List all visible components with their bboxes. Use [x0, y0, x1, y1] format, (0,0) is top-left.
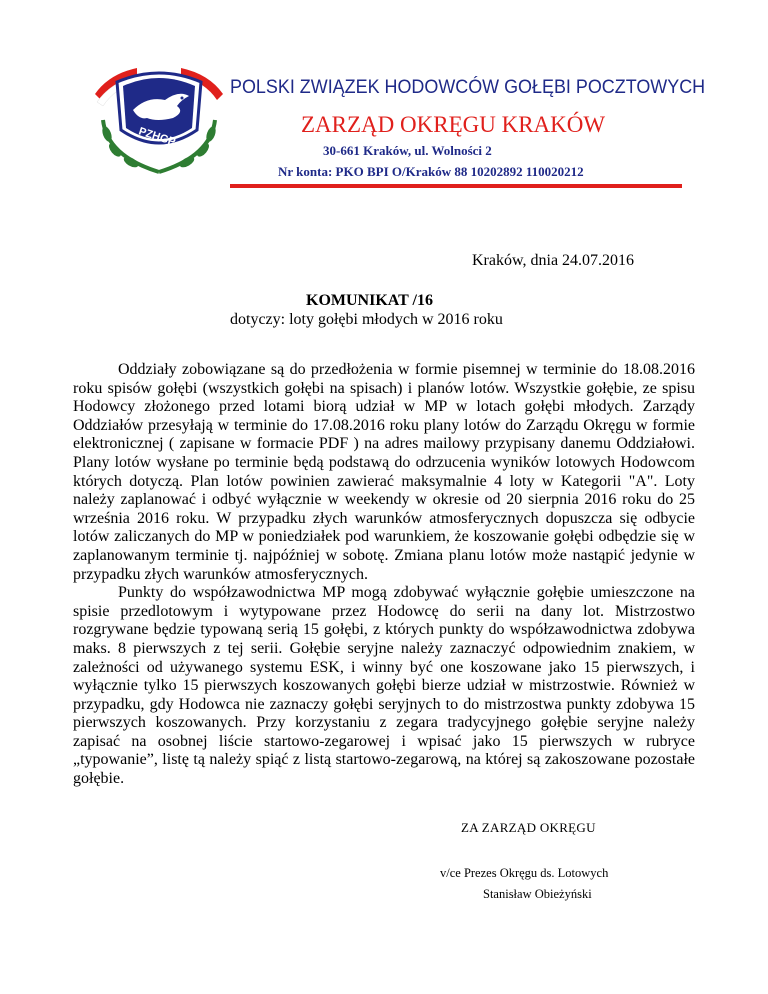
signer-name: Stanisław Obieżyński [483, 887, 592, 901]
district-board-name: ZARZĄD OKRĘGU KRAKÓW [301, 112, 606, 137]
document-title: KOMUNIKAT /16 [306, 292, 433, 309]
letterhead-divider [230, 184, 682, 188]
document-body [73, 361, 695, 789]
document-subject: dotyczy: loty gołębi młodych w 2016 roku [230, 311, 503, 328]
address-line: 30-661 Kraków, ul. Wolności 2 [323, 143, 492, 158]
signer-title: v/ce Prezes Okręgu ds. Lotowych [440, 866, 609, 880]
bank-account-line: Nr konta: PKO BPI O/Kraków 88 10202892 110020212 [278, 164, 584, 179]
pzhgp-logo [85, 60, 233, 180]
place-date: Kraków, dnia 24.07.2016 [472, 252, 635, 269]
signature-board: ZA ZARZĄD OKRĘGU [461, 820, 596, 835]
organization-name: POLSKI ZWIĄZEK HODOWCÓW GOŁĘBI POCZTOWYCH [230, 76, 706, 98]
body-paragraph: Oddziały zobowiązane są do przedłożenia w formie pisemnej w terminie do 18.08.2016 roku spisów gołębi (wszystkich gołębi na spisach) i planów lotów. Wszystkie gołębie, ze spisu Hodowcy złożonego przed lotami biorą udział w MP w lotach gołębi młodych. Zarządy Oddziałów przesyłają w terminie do 17.08.2016 roku plany lotów do Zarządu Okręgu w formie elektronicznej ( zapisane w formacie PDF ) na adres mailowy przypisany danemu Oddziałowi. Plany lotów wysłane po terminie będą podstawą do odrzucenia wyników lotowych Hodowcom których dotyczą. Plan lotów powinien zawierać maksymalnie 4 loty w Kategorii "A". Loty należy zaplanować i odbyć wyłącznie w weekendy w okresie od 20 sierpnia 2016 roku do 25 września 2016 roku. W przypadku złych warunków atmosferycznych dopuszcza się odbycie lotów zaliczanych do MP w poniedziałek pod warunkiem, że koszowanie gołębi odbędzie się w zaplanowanym terminie tj. najpóźniej w sobotę. Zmiana planu lotów może nastąpić jedynie w przypadku złych warunków atmosferycznych. [73, 361, 695, 583]
body-paragraph: Punkty do współzawodnictwa MP mogą zdobywać wyłącznie gołębie umieszczone na spisie przedlotowym i wytypowane przez Hodowcę do serii na dany lot. Mistrzostwo rozgrywane będzie typowaną serią 15 gołębi, z których punkty do współzawodnictwa zdobywa maks. 8 pierwszych z tej serii. Gołębie seryjne należy zaznaczyć odpowiednim znakiem, w zależności od używanego systemu ESK, i winny być one koszowane jako 15 pierwszych, i wyłącznie tylko 15 pierwszych koszowanych gołębi bierze udział w mistrzostwie. Również w przypadku, gdy Hodowca nie zaznaczy gołębi seryjnych to do mistrzostwa punkty zdobywa 15 pierwszych koszowanych. Przy korzystaniu z zegara tradycyjnego gołębie seryjne należy zapisać na osobnej liście startowo-zegarowej i wpisać jako 15 pierwszych w rubryce „typowanie”, listę tą należy spiąć z listą startowo-zegarową, na której są zakoszowane pozostałe gołębie. [73, 584, 695, 788]
logo-lettering: PZHGP [137, 125, 177, 149]
